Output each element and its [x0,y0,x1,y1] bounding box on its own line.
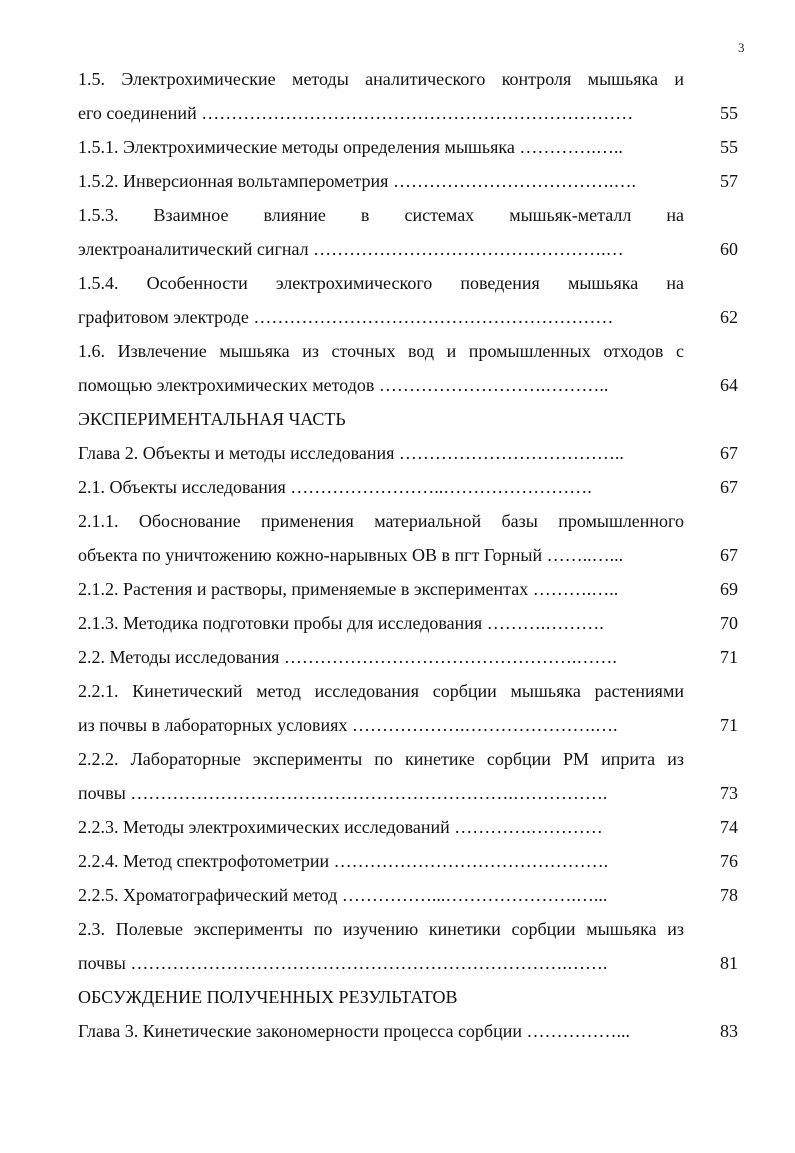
toc-entry [78,810,738,844]
toc-page-number: 55 [720,103,738,123]
toc-page-number: 73 [720,783,738,803]
toc-entry-line: 2.1. Объекты исследования ……………………..……………………. [78,477,592,497]
toc-entry-line: 2.2.4. Метод спектрофотометрии ………………………………………. [78,851,609,871]
toc-page-number: 55 [720,137,738,157]
section-heading: ЭКСПЕРИМЕНТАЛЬНАЯ ЧАСТЬ [78,409,346,429]
toc-page-number: 83 [720,1021,738,1041]
toc-entry-line: из почвы в лабораторных условиях ……………….………………….…. [78,715,618,735]
section-heading: ОБСУЖДЕНИЕ ПОЛУЧЕННЫХ РЕЗУЛЬТАТОВ [78,987,458,1007]
toc-entry [78,436,738,470]
toc-entry-line: 2.2.2. Лабораторные эксперименты по кинетике сорбции РМ иприта из [78,749,684,769]
toc-entry-line: 1.5.4. Особенности электрохимического поведения мышьяка на [78,273,684,293]
toc-page-number: 78 [720,885,738,905]
toc-entry [78,164,738,198]
toc-entry [78,266,738,334]
toc-entry [78,504,738,572]
toc-entry-line: его соединений ……………………………………………………………… [78,103,634,123]
toc-entry [78,1014,738,1048]
toc-entry-line: 2.1.2. Растения и растворы, применяемые в экспериментах ……….….. [78,579,619,599]
toc-entry-line: Глава 2. Объекты и методы исследования ……………………………….. [78,443,624,463]
toc-entry-line: почвы ……………………………………………………………….……. [78,953,608,973]
toc-page-number: 67 [720,443,738,463]
toc-entry-line: 1.5.2. Инверсионная вольтамперометрия ……………………………….…. [78,171,636,191]
toc-page-number: 74 [720,817,738,837]
toc-entry-line: 2.1.1. Обоснование применения материальной базы промышленного [78,511,684,531]
toc-entry [78,334,738,402]
toc-entry-line: 1.5.1. Электрохимические методы определения мышьяка ………….….. [78,137,623,157]
toc-entry [78,878,738,912]
toc-entry-line: 1.5. Электрохимические методы аналитического контроля мышьяка и [78,69,684,89]
toc-page-number: 76 [720,851,738,871]
toc-entry-line: помощью электрохимических методов ……………………….……….. [78,375,609,395]
toc-entry-line: 2.2.1. Кинетический метод исследования сорбции мышьяка растениями [78,681,684,701]
toc-entry [78,62,738,130]
toc-entry [78,844,738,878]
toc-page-number: 81 [720,953,738,973]
toc-entry [78,130,738,164]
toc-page-number: 64 [720,375,738,395]
toc-page-number: 69 [720,579,738,599]
toc-entry-line: 1.6. Извлечение мышьяка из сточных вод и промышленных отходов с [78,341,684,361]
toc-entry-line: Глава 3. Кинетические закономерности процесса сорбции ……………... [78,1021,630,1041]
toc-entry [78,912,738,980]
toc-page-number: 71 [720,647,738,667]
toc-entry-line: графитовом электроде …………………………………………………… [78,307,614,327]
toc-entry-line: 2.2.3. Методы электрохимических исследований ………….………… [78,817,603,837]
toc-entry [78,640,738,674]
toc-entry [78,572,738,606]
toc-entry-line: почвы ……………………………………………………….……………. [78,783,608,803]
toc-entry [78,198,738,266]
toc-page-number: 70 [720,613,738,633]
toc-entry-line: 2.2. Методы исследования ………………………………………….……. [78,647,617,667]
toc-entry-line: 2.3. Полевые эксперименты по изучению кинетики сорбции мышьяка из [78,919,684,939]
toc-page-number: 71 [720,715,738,735]
toc-entry-line: 2.2.5. Хроматографический метод ……………...………………….…... [78,885,608,905]
toc-page-number: 62 [720,307,738,327]
table-of-contents [78,62,738,1048]
toc-entry [78,742,738,810]
toc-page-number: 60 [720,239,738,259]
toc-entry [78,606,738,640]
toc-entry-line: 2.1.3. Методика подготовки пробы для исследования ……….………. [78,613,604,633]
toc-page-number: 67 [720,477,738,497]
toc-page-number: 57 [720,171,738,191]
toc-entry-line: 1.5.3. Взаимное влияние в системах мышьяк-металл на [78,205,684,225]
toc-entry-line: объекта по уничтожению кожно-нарывных ОВ в пгт Горный ……..…... [78,545,624,565]
page-number: 3 [738,40,745,55]
toc-entry [78,470,738,504]
toc-entry [78,674,738,742]
toc-page-number: 67 [720,545,738,565]
toc-entry-line: электроаналитический сигнал ………………………………………….… [78,239,624,259]
